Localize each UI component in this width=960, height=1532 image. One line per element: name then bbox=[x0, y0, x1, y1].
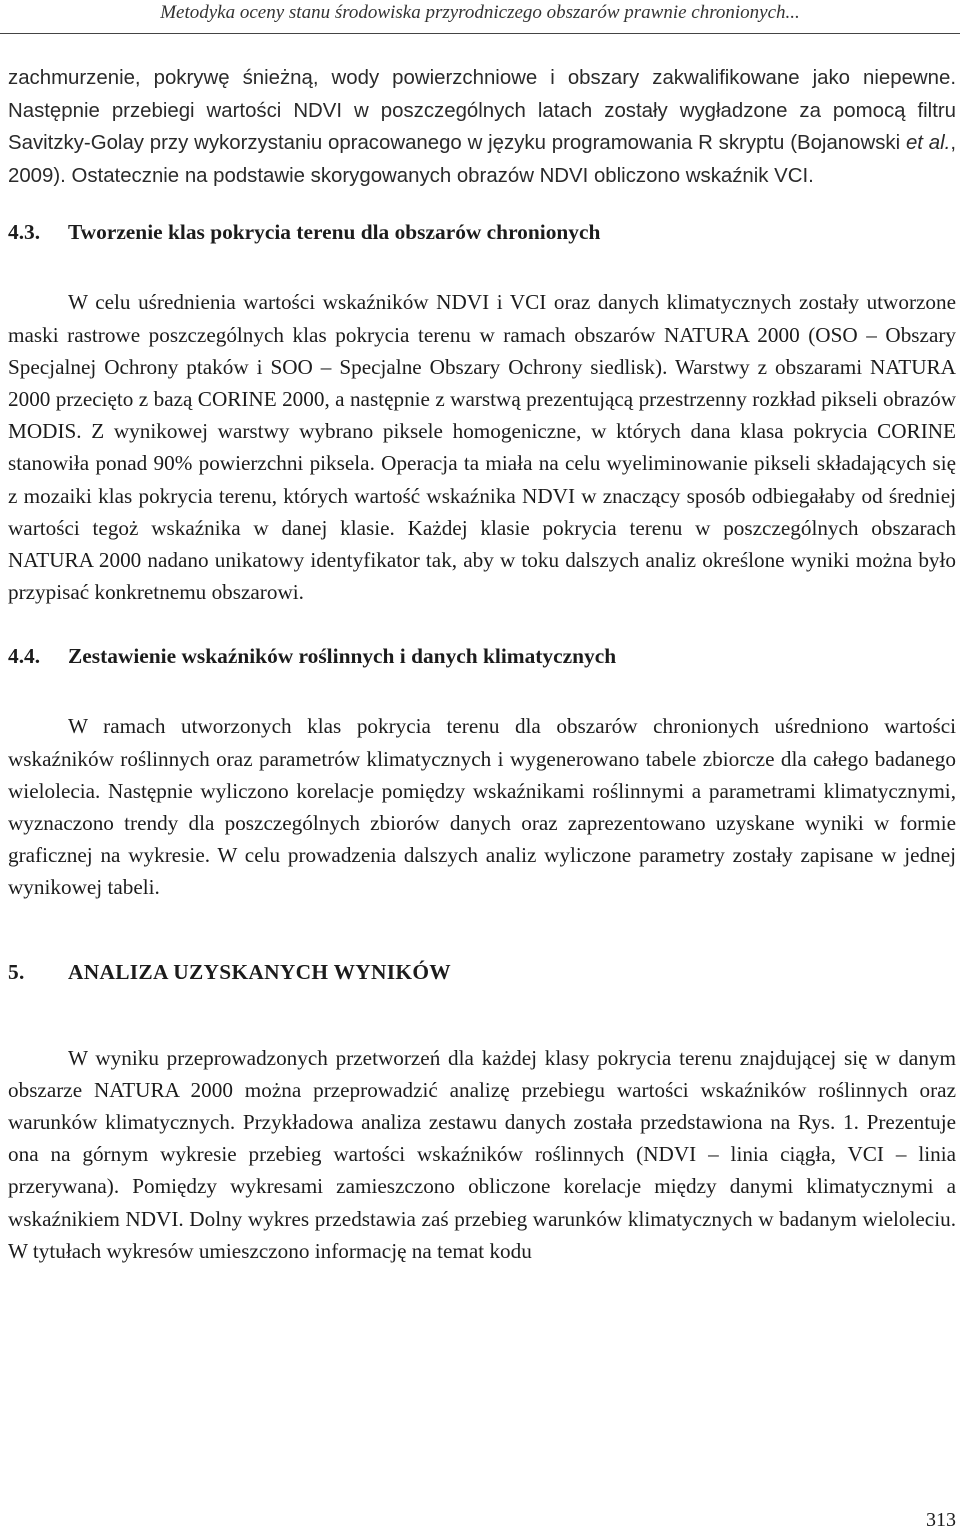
section-heading-4-3 bbox=[8, 218, 956, 246]
intro-citation-italic: et al. bbox=[905, 132, 951, 155]
section-heading-4-4 bbox=[8, 642, 956, 670]
intro-paragraph bbox=[8, 62, 956, 192]
intro-text-part-2: , 2009). Ostatecznie na podstawie skorygowanych obrazów NDVI obliczono wskaźnik VCI. bbox=[8, 132, 956, 187]
section-title-5: ANALIZA UZYSKANYCH WYNIKÓW bbox=[68, 959, 451, 984]
page-body bbox=[8, 62, 956, 1267]
section-number-5: 5. bbox=[8, 959, 25, 984]
running-title: Metodyka oceny stanu środowiska przyrodniczego obszarów prawnie chronionych... bbox=[160, 2, 800, 23]
page-number: 313 bbox=[926, 1509, 956, 1531]
section-heading-5 bbox=[8, 958, 956, 986]
section-number-4-4: 4.4. bbox=[8, 644, 41, 669]
section-number-4-3: 4.3. bbox=[8, 220, 41, 245]
intro-text-part-1: zachmurzenie, pokrywę śnieżną, wody powierzchniowe i obszary zakwalifikowane jako niepewne. Następnie przebiegi wartości NDVI w poszczególnych latach zostały wygładzone za pomocą filtru Savitzky-Golay przy wykorzystaniu opracowanego w języku programowania R skryptu (Bojanowski bbox=[8, 67, 956, 155]
section-title-4-3: Tworzenie klas pokrycia terenu dla obszarów chronionych bbox=[68, 220, 601, 245]
section-paragraph-5: W wyniku przeprowadzonych przetworzeń dla każdej klasy pokrycia terenu znajdującej się w danym obszarze NATURA 2000 można przeprowadzić analizę przebiegu wartości wskaźników roślinnych oraz warunków klimatycznych. Przykładowa analiza zestawu danych została przedstawiona na Rys. 1. Prezentuje ona na górnym wykresie przebieg wartości wskaźników roślinnych (NDVI – linia ciągła, VCI – linia przerywana). Pomiędzy wykresami zamieszczono obliczone korelacje między danymi klimatycznymi a wskaźnikiem NDVI. Dolny wykres przedstawia zaś przebieg warunków klimatycznych w badanym wieloleciu. W tytułach wykresów umieszczono informację na temat kodu bbox=[8, 1045, 956, 1263]
section-paragraph-4-4: W ramach utworzonych klas pokrycia terenu dla obszarów chronionych uśredniono wartości wskaźników roślinnych oraz parametrów klimatycznych i wygenerowano tabele zbiorcze dla całego badanego wielolecia. Następnie wyliczono korelacje pomiędzy wskaźnikami roślinnymi a parametrami klimatycznymi, wyznaczono trendy dla poszczególnych zbiorów danych oraz zaprezentowano uzyskane wyniki w formie graficznej na wykresie. W celu prowadzenia dalszych analiz wyliczone parametry zostały zapisane w jednej wynikowej tabeli. bbox=[8, 714, 956, 900]
section-paragraph-4-3: W celu uśrednienia wartości wskaźników NDVI i VCI oraz danych klimatycznych zostały utworzone maski rastrowe poszczególnych klas pokrycia terenu w ramach obszarów NATURA 2000 (OSO – Obszary Specjalnej Ochrony ptaków i SOO – Specjalne Obszary Ochrony siedlisk). Warstwy z obszarami NATURA 2000 przecięto z bazą CORINE 2000, a następnie z warstwą prezentującą przestrzenny rozkład pikseli obrazów MODIS. Z wynikowej warstwy wybrano piksele homogeniczne, w których dana klasa pokrycia CORINE stanowiła ponad 90% powierzchni piksela. Operacja ta miała na celu wyeliminowanie pikseli składających się z mozaiki klas pokrycia terenu, których wartość wskaźnika NDVI w znaczący sposób odbiegałaby od średniej wartości tegoż wskaźnika w danej klasie. Każdej klasie pokrycia terenu w poszczególnych obszarach NATURA 2000 nadano unikatowy identyfikator tak, aby w toku dalszych analiz określone wyniki można było przypisać konkretnemu obszarowi. bbox=[8, 290, 956, 605]
section-title-4-4: Zestawienie wskaźników roślinnych i danych klimatycznych bbox=[68, 644, 617, 669]
header-rule bbox=[0, 33, 960, 34]
